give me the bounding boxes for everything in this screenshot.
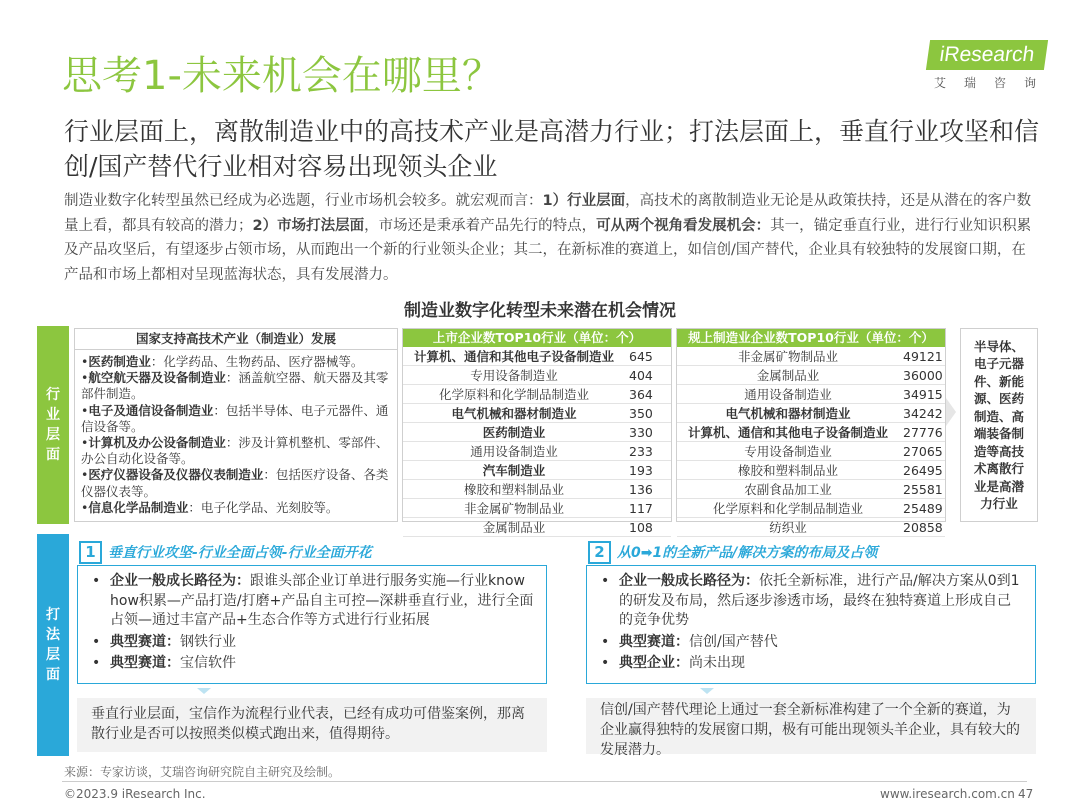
page-title: 思考1-未来机会在哪里？: [62, 53, 502, 99]
strategy-1-track-label: 典型赛道：: [110, 633, 180, 650]
company-count: 330: [625, 423, 671, 442]
strategy-2-path-text: 依托全新标准，进行产品/解决方案从0到1的研发及布局，然后逐步渗透市场，最终在独特赛道上形成自己的竞争优势: [619, 573, 1020, 628]
above-scale-top10-table: [677, 347, 945, 537]
page-subtitle: 行业层面上，离散制造业中的高技术产业是高潜力行业；打法层面上，垂直行业攻坚和信创/国产替代行业相对容易出现领头企业: [64, 117, 1040, 181]
industry-name: 通用设备制造业: [403, 442, 625, 461]
footer-url: www.iresearch.com.cn: [880, 787, 1015, 801]
company-count: 108: [625, 518, 671, 537]
company-count: 34915: [899, 385, 945, 404]
strategy-2-track-text: 信创/国产替代: [689, 633, 778, 650]
industry-name: 非金属矿物制品业: [403, 499, 625, 518]
industry-name: 金属制品业: [677, 366, 899, 385]
industry-name: 农副食品加工业: [677, 480, 899, 499]
company-count: 26495: [899, 461, 945, 480]
strategy-2-summary: 信创/国产替代理论上通过一套全新标准构建了一个全新的赛道，为企业赢得独特的发展窗口期，极有可能出现领头羊企业，具有较大的发展潜力。: [586, 698, 1036, 754]
company-count: 27776: [899, 423, 945, 442]
policy-item-desc: ：包括半导体、电子元器件、通信设备等。: [81, 402, 389, 434]
table-row: [677, 385, 945, 404]
company-count: 20858: [899, 518, 945, 537]
intro-bold-2: 2）市场打法层面: [252, 217, 365, 234]
table-row: [677, 442, 945, 461]
policy-panel-header: 国家支持高技术产业（制造业）发展: [75, 329, 397, 350]
strategy-2-title: 从0➡1的全新产品/解决方案的布局及占领: [617, 545, 878, 561]
bullet-dot: •: [81, 370, 89, 386]
industry-name: 电气机械和器材制造业: [677, 404, 899, 423]
company-count: 645: [625, 347, 671, 366]
industry-level-tab: [37, 326, 69, 524]
listed-top10-table: [403, 347, 671, 537]
company-count: 364: [625, 385, 671, 404]
company-count: 350: [625, 404, 671, 423]
policy-item-name: 计算机及办公设备制造业: [88, 435, 226, 451]
strategy-2-path-label: 企业一般成长路径为：: [619, 573, 759, 589]
logo-chinese-name: 艾瑞咨询: [934, 76, 1055, 90]
table-row: [677, 480, 945, 499]
policy-item-desc: ：化学药品、生物药品、医疗器械等。: [150, 354, 364, 369]
strategy-2-example-label: 典型企业：: [619, 655, 689, 671]
company-count: 25489: [899, 499, 945, 518]
industry-name: 电气机械和器材制造业: [403, 404, 625, 423]
table-row: [403, 423, 671, 442]
policy-list: [75, 350, 397, 520]
industry-name: 计算机、通信和其他电子设备制造业: [677, 423, 899, 442]
strategy-1-example: • 典型赛道：宝信软件: [92, 655, 236, 671]
company-count: 193: [625, 461, 671, 480]
intro-paragraph: [64, 189, 1034, 287]
industry-level-label: 行业层面: [46, 387, 60, 463]
bullet-dot: •: [81, 354, 89, 369]
strategy-1-example-label: 典型赛道：: [110, 655, 180, 671]
company-count: 404: [625, 366, 671, 385]
arrow-down-icon: [197, 688, 211, 694]
footer-company: ©2023.9 iResearch Inc.: [64, 787, 206, 801]
industry-name: 纺织业: [677, 518, 899, 537]
table-row: [677, 404, 945, 423]
policy-item-name: 信息化学品制造业: [88, 499, 189, 515]
table-row: [677, 461, 945, 480]
strategy-2-example: • 典型企业：尚未出现: [601, 655, 745, 671]
strategy-2-path: • 企业一般成长路径为：依托全新标准，进行产品/解决方案从0到1的研发及布局，然后逐步渗透市场，最终在独特赛道上形成自己的竞争优势: [601, 573, 1020, 628]
industry-name: 通用设备制造业: [677, 385, 899, 404]
page-number: 47: [1018, 787, 1034, 801]
policy-item: [81, 370, 391, 402]
policy-item: [81, 467, 391, 499]
strategy-number-2: 2: [588, 541, 611, 564]
strategy-2-example-text: 尚未出现: [689, 655, 745, 671]
arrow-down-icon: [700, 688, 714, 694]
intro-bold-1: 1）行业层面: [542, 193, 626, 209]
company-count: 49121: [899, 347, 945, 366]
industry-name: 汽车制造业: [403, 461, 625, 480]
company-count: 27065: [899, 442, 945, 461]
strategy-1-path-text: 跟谁头部企业订单进行服务实施—行业know how积累—产品打造/打磨+产品自主可控—深耕垂直行业，进行全面占领—通过丰富产品+生态合作等方式进行行业拓展: [110, 573, 534, 628]
table-row: [677, 499, 945, 518]
logo-wordmark: iResearch: [926, 40, 1048, 70]
industry-name: 化学原料和化学制品制造业: [677, 499, 899, 518]
table-row: [403, 461, 671, 480]
strategy-2-box: [586, 565, 1036, 684]
strategy-level-label: 打法层面: [46, 607, 60, 683]
arrow-right-icon: [946, 398, 956, 426]
table-row: [403, 518, 671, 537]
intro-text-4: 其一，锚定垂直行业，进行行业知识积累及产品攻坚后，有望逐步占领市场，从而跑出一个新的行业领头企业；其二，在新标准的赛道上，如信创/国产替代，企业具有较独特的发展窗口期，在产品和市场上都相对呈现蓝海状态，具有发展潜力。: [64, 217, 1032, 283]
strategy-1-summary: 垂直行业层面，宝信作为流程行业代表，已经有成功可借鉴案例，那离散行业是否可以按照类似模式跑出来，值得期待。: [77, 698, 547, 752]
table-row: [677, 423, 945, 442]
industry-name: 专用设备制造业: [403, 366, 625, 385]
industry-name: 橡胶和塑料制品业: [677, 461, 899, 480]
industry-name: 橡胶和塑料制品业: [403, 480, 625, 499]
conclusion-text: 半导体、电子元器件、新能源、医药制造、高端装备制造等高技术离散行业是高潜力行业: [973, 338, 1024, 511]
table-row: [677, 366, 945, 385]
strategy-level-tab: [37, 534, 69, 756]
strategy-2-track: • 典型赛道：信创/国产替代: [601, 633, 778, 650]
table-row: [403, 366, 671, 385]
source-note: 来源：专家访谈，艾瑞咨询研究院自主研究及绘制。: [64, 765, 341, 779]
company-count: 233: [625, 442, 671, 461]
policy-item-name: 航空航天器及设备制造业: [88, 370, 226, 386]
table-row: [677, 347, 945, 366]
strategy-2-track-label: 典型赛道：: [619, 633, 689, 650]
company-count: 136: [625, 480, 671, 499]
policy-item: [81, 403, 391, 435]
conclusion-panel: [960, 328, 1038, 522]
policy-panel: [74, 328, 398, 522]
bullet-dot: •: [81, 435, 89, 451]
policy-item: [81, 354, 391, 370]
industry-name: 非金属矿物制品业: [677, 347, 899, 366]
policy-item: [81, 435, 391, 467]
industry-name: 专用设备制造业: [677, 442, 899, 461]
policy-item-name: 医药制造业: [88, 354, 151, 369]
company-count: 117: [625, 499, 671, 518]
table-row: [403, 442, 671, 461]
bullet-dot: •: [81, 499, 89, 515]
industry-name: 医药制造业: [403, 423, 625, 442]
company-count: 25581: [899, 480, 945, 499]
policy-item-desc: ：包括医疗设备、各类仪器仪表等。: [81, 467, 389, 499]
bullet-dot: •: [81, 467, 89, 483]
policy-item-name: 医疗仪器设备及仪器仪表制造业: [88, 467, 264, 483]
intro-text-1: 制造业数字化转型虽然已经成为必选题，行业市场机会较多。就宏观而言：: [64, 193, 543, 209]
policy-item: [81, 500, 391, 516]
strategy-1-title: 垂直行业攻坚-行业全面占领-行业全面开花: [108, 545, 372, 561]
bullet-dot: •: [81, 402, 89, 418]
table-row: [403, 347, 671, 366]
industry-name: 金属制品业: [403, 518, 625, 537]
strategy-1-path: • 企业一般成长路径为：跟谁头部企业订单进行服务实施—行业know how积累—产品打造/打磨+产品自主可控—深耕垂直行业，进行全面占领—通过丰富产品+生态合作等方式进行行业拓展: [92, 573, 534, 628]
listed-top10-panel: [402, 328, 672, 535]
company-count: 36000: [899, 366, 945, 385]
footer-divider: [62, 781, 1027, 782]
above-scale-top10-header: 规上制造业企业数TOP10行业（单位：个）: [677, 329, 945, 347]
policy-item-name: 电子及通信设备制造业: [88, 402, 214, 418]
diagram-title: 制造业数字化转型未来潜在机会情况: [404, 301, 676, 321]
intro-text-3: ，市场还是秉承着产品先行的特点，: [364, 217, 597, 234]
table-row: [403, 404, 671, 423]
intro-text-2: ，高技术的离散制造业无论是从政策扶持，还是从潜在的客户数量上看，都具有较高的潜力；: [64, 193, 1032, 234]
strategy-1-track: • 典型赛道：钢铁行业: [92, 633, 236, 650]
strategy-number-1: 1: [79, 541, 102, 564]
strategy-1-path-label: 企业一般成长路径为：: [110, 573, 250, 589]
table-row: [403, 385, 671, 404]
strategy-1-box: [77, 565, 547, 684]
company-count: 34242: [899, 404, 945, 423]
table-row: [403, 480, 671, 499]
intro-bold-3: 可从两个视角看发展机会：: [596, 217, 771, 234]
policy-item-desc: ：电子化学品、光刻胶等。: [188, 499, 339, 515]
strategy-1-track-text: 钢铁行业: [180, 633, 236, 650]
policy-item-desc: ：涉及计算机整机、零部件、办公自动化设备等。: [81, 435, 389, 467]
industry-name: 化学原料和化学制品制造业: [403, 385, 625, 404]
industry-name: 计算机、通信和其他电子设备制造业: [403, 347, 625, 366]
listed-top10-header: 上市企业数TOP10行业（单位：个）: [403, 329, 671, 347]
table-row: [403, 499, 671, 518]
above-scale-top10-panel: [676, 328, 946, 535]
policy-item-desc: ：涵盖航空器、航天器及其零部件制造。: [81, 370, 389, 402]
table-row: [677, 518, 945, 537]
strategy-1-example-text: 宝信软件: [180, 655, 236, 671]
